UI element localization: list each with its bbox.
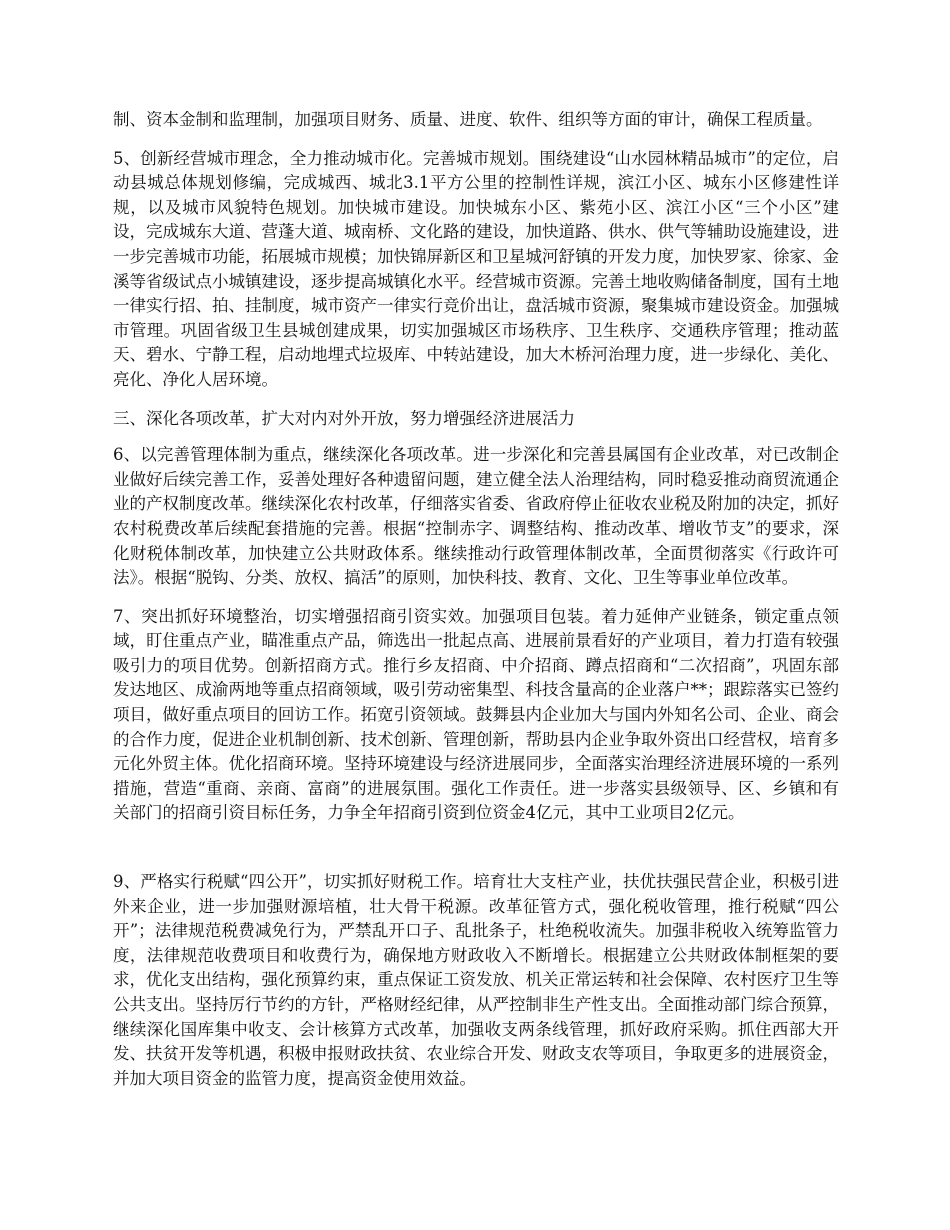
paragraph-6-reform: 6、以完善管理体制为重点，继续深化各项改革。进一步深化和完善县属国有企业改革，对已改制企业做好后续完善工作，妥善处理好各种遗留问题，建立健全法人治理结构，同时稳妥推动商贸流通企业的产权制度改革。继续深化农村改革，仔细落实省委、省政府停止征收农业税及附加的决定，抓好农村税费改革后续配套措施的完善。根据“控制赤字、调整结构、推动改革、增收节支”的要求，深化财税体制改革，加快建立公共财政体系。继续推动行政管理体制改革，全面贯彻落实《行政许可法》。根据“脱钩、分类、放权、搞活”的原则，加快科技、教育、文化、卫生等事业单位改革。 xyxy=(113,445,839,588)
paragraph-9-finance-tax: 9、严格实行税赋“四公开”，切实抓好财税工作。培育壮大支柱产业，扶优扶强民营企业，积极引进外来企业，进一步加强财源培植，壮大骨干税源。改革征管方式，强化税收管理，推行税赋“四公开”；法律规范税费减免行为，严禁乱开口子、乱批条子，杜绝税收流失。加强非税收入统筹监管力度，法律规范收费项目和收费行为，确保地方财政收入不断增长。根据建立公共财政体制框架的要求，优化支出结构，强化预算约束，重点保证工资发放、机关正常运转和社会保障、农村医疗卫生等公共支出。坚持厉行节约的方针，严格财经纪律，从严控制非生产性支出。全面推动部门综合预算，继续深化国库集中收支、会计核算方式改革，加强收支两条线管理，抓好政府采购。抓住西部大开发、扶贫开发等机遇，积极申报财政扶贫、农业综合开发、财政支农等项目，争取更多的进展资金，并加大项目资金的监管力度，提高资金使用效益。 xyxy=(113,872,839,1088)
paragraph-5-urbanization: 5、创新经营城市理念，全力推动城市化。完善城市规划。围绕建设“山水园林精品城市”的定位，启动县城总体规划修编，完成城西、城北3.1平方公里的控制性详规，滨江小区、城东小区修建性详规，以及城市风貌特色规划。加快城市建设。加快城东小区、紫苑小区、滨江小区“三个小区”建设，完成城东大道、营蓬大道、城南桥、文化路的建设，加快道路、供水、供气等辅助设施建设，进一步完善城市功能，拓展城市规模；加快锦屏新区和卫星城河舒镇的开发力度，加快罗家、徐家、金溪等省级试点小城镇建设，逐步提高城镇化水平。经营城市资源。完善土地收购储备制度，国有土地一律实行招、拍、挂制度，城市资产一律实行竞价出让，盘活城市资源，聚集城市建设资金。加强城市管理。巩固省级卫生县城创建成果，切实加强城区市场秩序、卫生秩序、交通秩序管理；推动蓝天、碧水、宁静工程，启动地埋式垃圾库、中转站建设，加大木桥河治理力度，进一步绿化、美化、亮化、净化人居环境。 xyxy=(113,148,839,389)
blank-gap xyxy=(113,840,839,870)
section-heading-3: 三、深化各项改革，扩大对内对外开放，努力增强经济进展活力 xyxy=(113,408,575,428)
document-page xyxy=(113,108,839,1105)
paragraph-audit-continuation: 制、资本金制和监理制，加强项目财务、质量、进度、软件、组织等方面的审计，确保工程质量。 xyxy=(113,110,823,129)
paragraph-7-investment: 7、突出抓好环境整治，切实增强招商引资实效。加强项目包装。着力延伸产业链条，锁定重点领域，盯住重点产业，瞄准重点产品，筛选出一批起点高、进展前景看好的产业项目，着力打造有较强吸引力的项目优势。创新招商方式。推行乡友招商、中介招商、蹲点招商和“二次招商”，巩固东部发达地区、成渝两地等重点招商领域，吸引劳动密集型、科技含量高的企业落户**；跟踪落实已签约项目，做好重点项目的回访工作。拓宽引资领域。鼓舞县内企业加大与国内外知名公司、企业、商会的合作力度，促进企业机制创新、技术创新、管理创新，帮助县内企业争取外资出口经营权，培育多元化外贸主体。优化招商环境。坚持环境建设与经济进展同步，全面落实治理经济进展环境的一系列措施，营造“重商、亲商、富商”的进展氛围。强化工作责任。进一步落实县级领导、区、乡镇和有关部门的招商引资目标任务，力争全年招商引资到位资金4亿元，其中工业项目2亿元。 xyxy=(113,606,839,823)
